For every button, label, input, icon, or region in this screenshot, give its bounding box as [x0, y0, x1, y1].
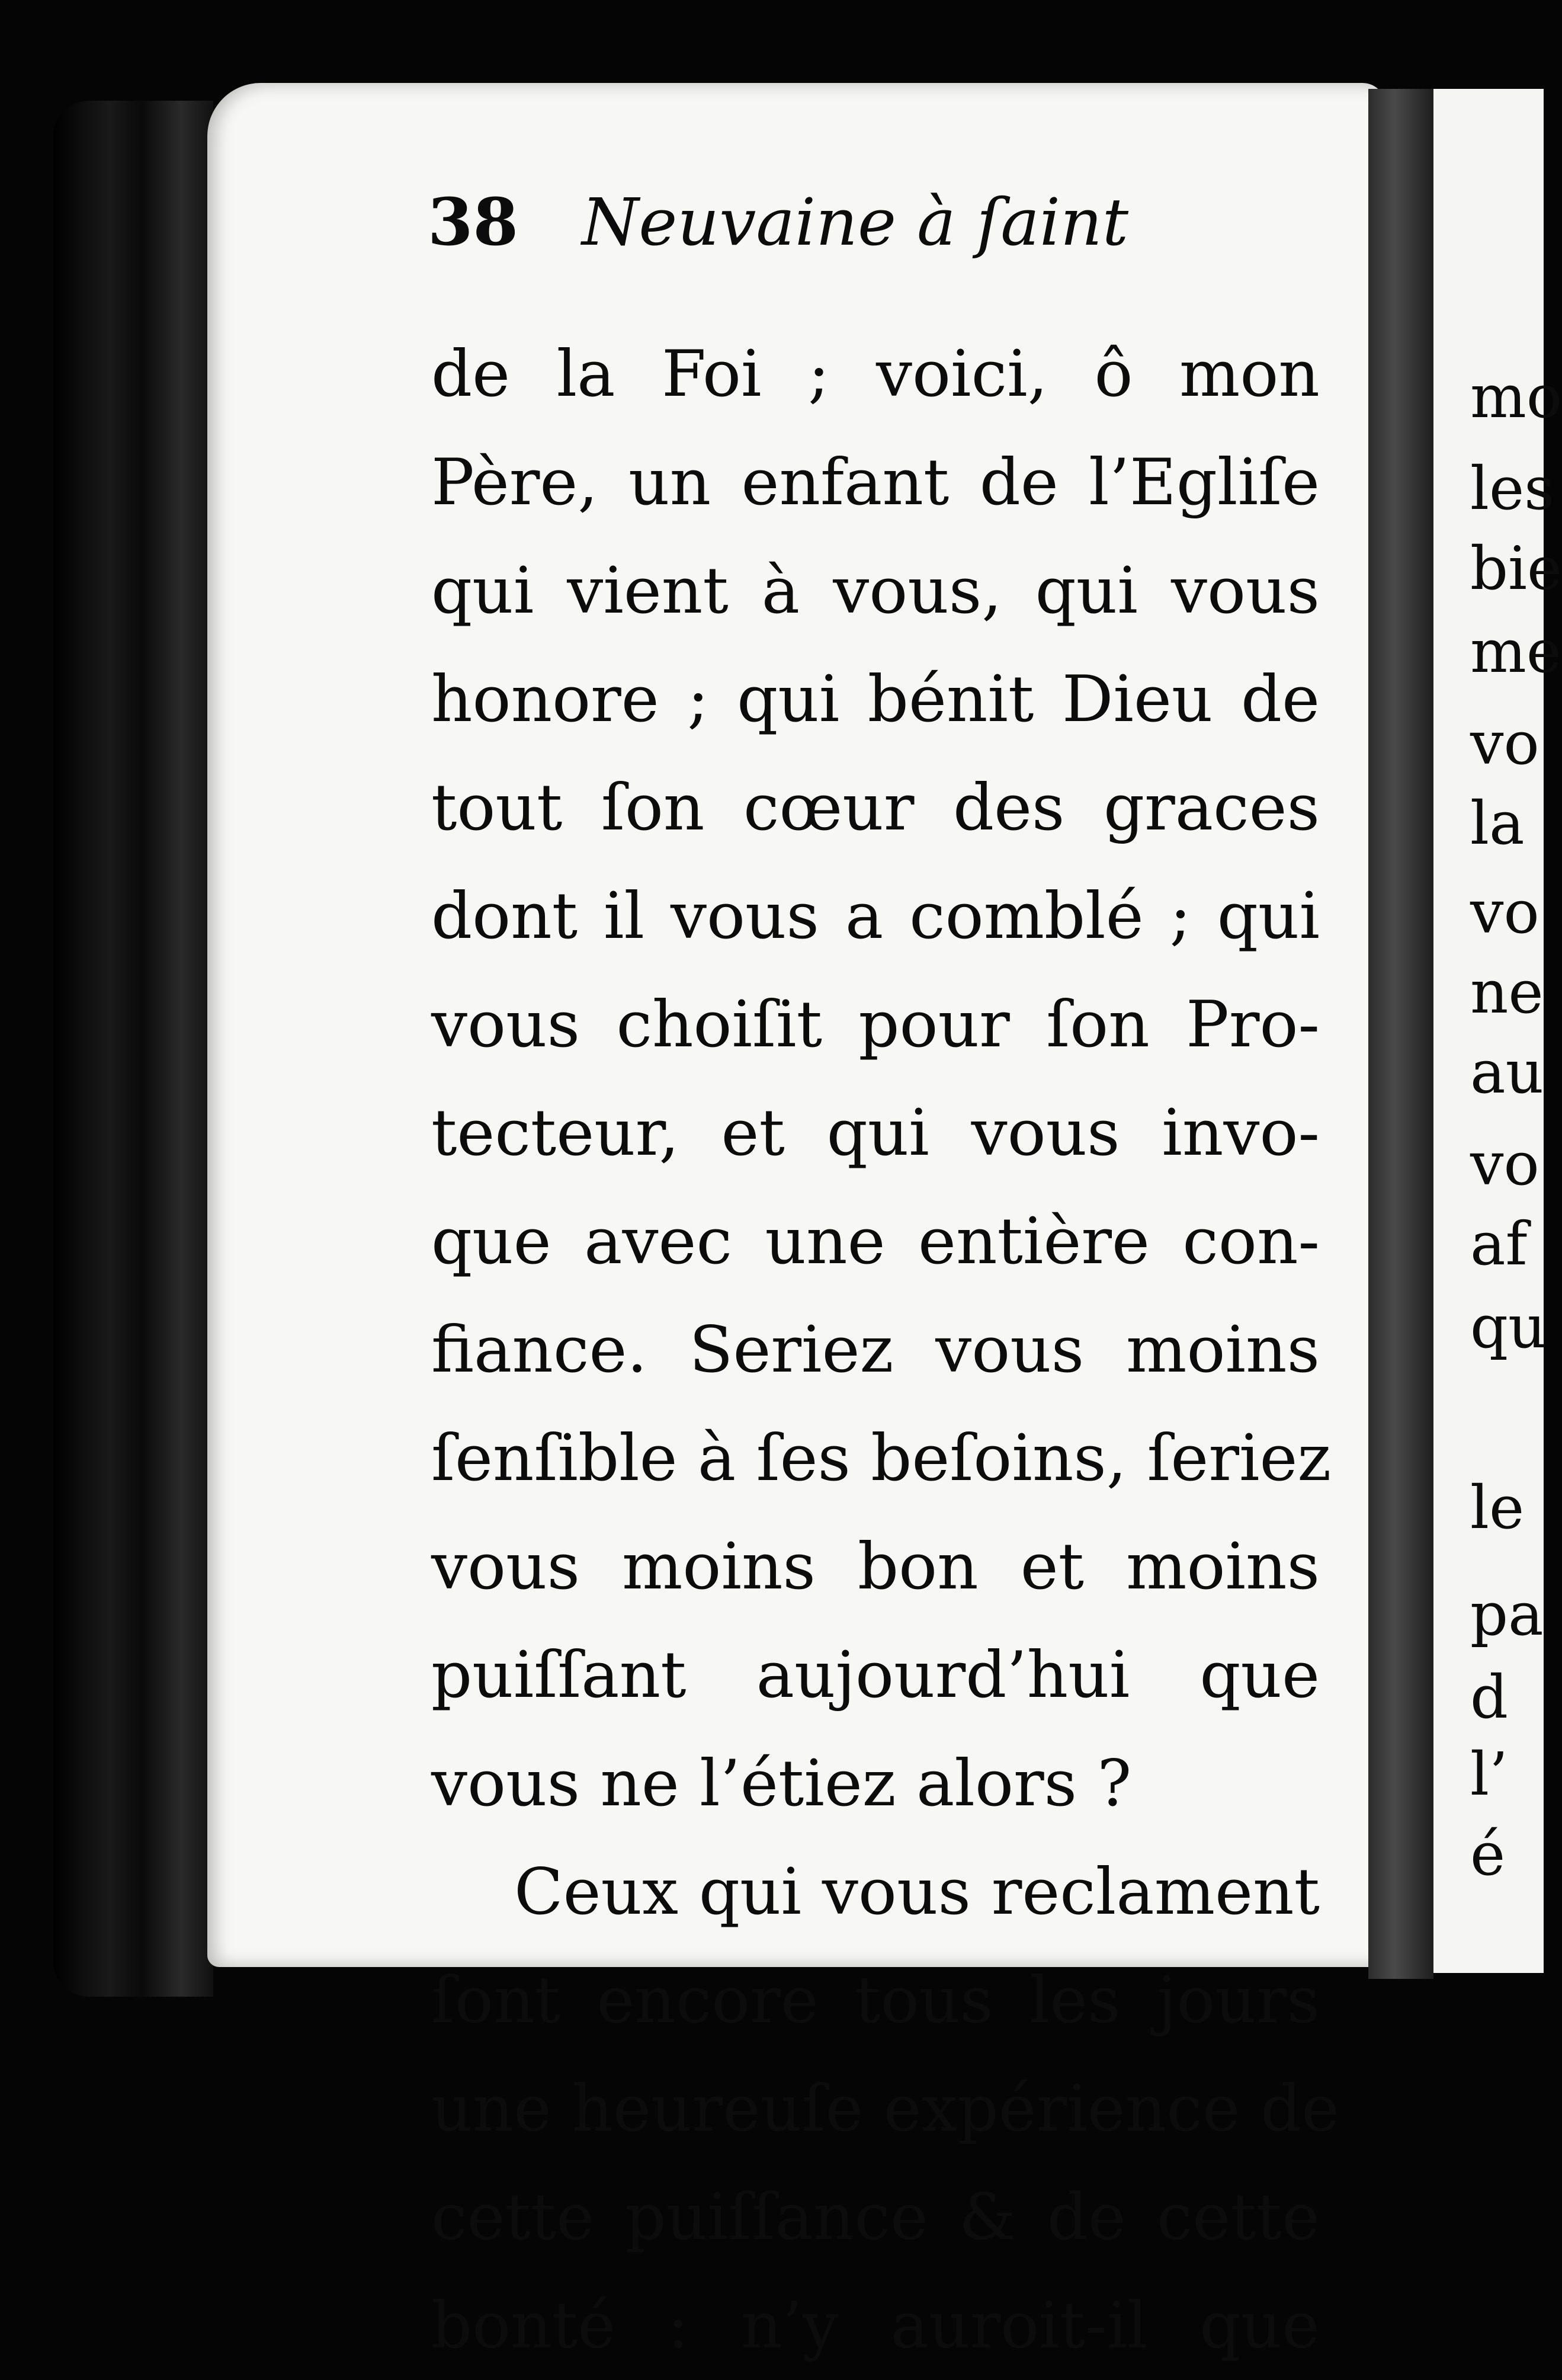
facing-line: vo — [1470, 877, 1539, 947]
text-line: qui vient à vous, qui vous — [431, 554, 1320, 628]
text-line: dont il vous a comblé ; qui — [431, 879, 1320, 953]
facing-line: la — [1470, 789, 1525, 858]
facing-page — [1433, 89, 1562, 1973]
facing-line: me — [1470, 617, 1562, 686]
text-line: une heureuſe expérience de — [431, 2072, 1339, 2146]
running-head — [428, 178, 1128, 267]
facing-line: é — [1470, 1820, 1506, 1889]
page-number: 38 — [428, 184, 519, 260]
text-line: puiſſant aujourd’hui que — [431, 1638, 1320, 1712]
text-line: tout ſon cœur des graces — [431, 771, 1320, 845]
text-line: tecteur, et qui vous invo- — [431, 1096, 1320, 1170]
facing-line: au — [1470, 1037, 1544, 1107]
facing-line: le — [1470, 1473, 1525, 1542]
text-line: ſont encore tous les jours — [431, 1963, 1320, 2038]
facing-line: les — [1470, 454, 1555, 523]
facing-line: vo — [1470, 1129, 1539, 1199]
facing-line: qu — [1470, 1292, 1547, 1362]
facing-line: vo — [1470, 709, 1539, 778]
facing-line: af — [1470, 1209, 1528, 1279]
body-text — [431, 320, 1339, 2380]
text-line: de la Foi ; voici, ô mon — [431, 337, 1320, 411]
running-title: Neuvaine à ſaint — [582, 184, 1129, 260]
text-line: honore ; qui bénit Dieu de — [431, 662, 1320, 736]
text-line: Père, un enfant de l’Egliſe — [431, 446, 1320, 520]
facing-line: ne — [1470, 957, 1544, 1027]
book-edge — [53, 101, 213, 1997]
facing-line: l’ — [1470, 1740, 1508, 1809]
book-gutter — [1368, 89, 1433, 1979]
text-line: bonté : n’y auroit-il que — [431, 2289, 1320, 2363]
facing-line: pa — [1470, 1580, 1544, 1649]
facing-line: bie — [1470, 534, 1562, 603]
text-line: vous ne l’étiez alors ? — [431, 1747, 1132, 1821]
facing-line: d — [1470, 1663, 1509, 1732]
text-line: vous moins bon et moins — [431, 1530, 1320, 1604]
text-line: que avec une entière con- — [431, 1205, 1320, 1279]
text-line: vous choiſit pour ſon Pro- — [431, 988, 1320, 1062]
text-line: fiance. Seriez vous moins — [431, 1313, 1320, 1387]
text-line: ſenſible à ſes beſoins, ſeriez — [431, 1421, 1332, 1495]
text-line: Ceux qui vous reclament — [514, 1855, 1320, 1929]
text-line: cette puiſſance & de cette — [431, 2180, 1320, 2254]
facing-line: mo — [1470, 362, 1562, 431]
